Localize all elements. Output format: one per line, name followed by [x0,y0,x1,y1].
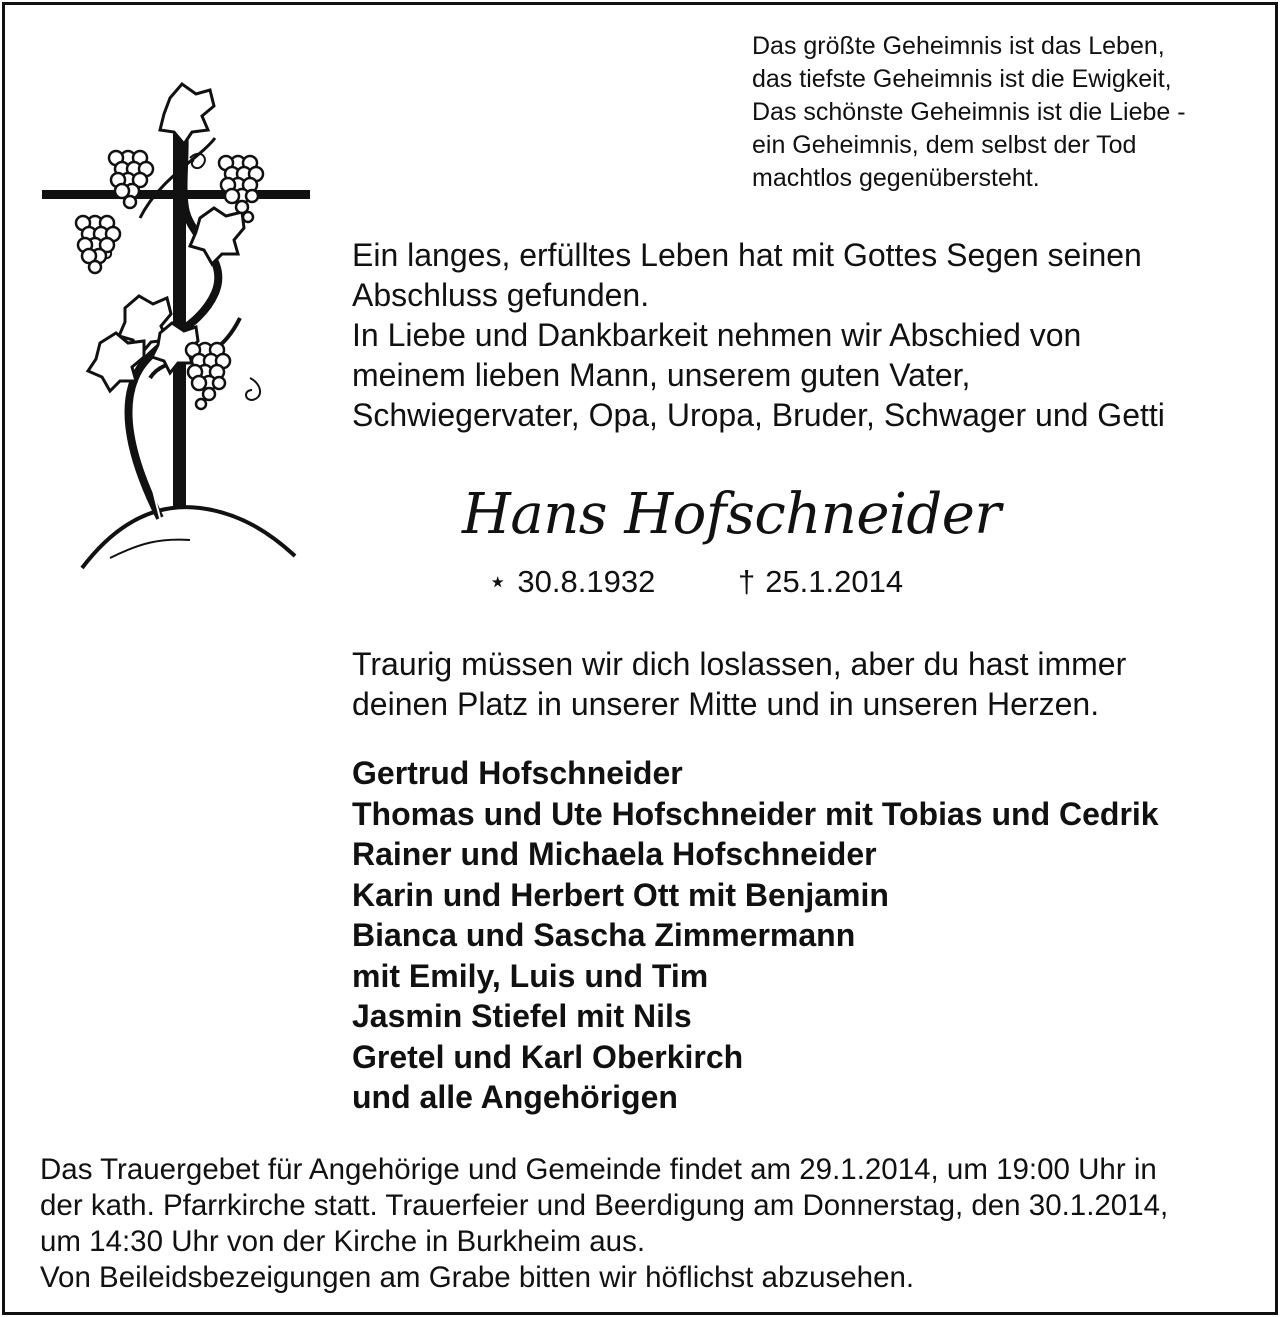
mourner-line: und alle Angehörigen [352,1079,678,1115]
mourner-line: Rainer und Michaela Hofschneider [352,836,877,872]
intro-line: Schwiegervater, Opa, Uropa, Bruder, Schwager und Getti [352,397,1165,433]
intro-line: meinem lieben Mann, unserem guten Vater, [352,357,971,393]
notice-line: Das Trauergebet für Angehörige und Gemeinde findet am 29.1.2014, um 19:00 Uhr in [40,1153,1157,1186]
star-icon: ⋆ [488,564,508,599]
poem [752,30,1262,195]
service-notice [40,1152,1260,1296]
intro-line: In Liebe und Dankbarkeit nehmen wir Abschied von [352,317,1082,353]
intro-line: Ein langes, erfülltes Leben hat mit Gottes Segen seinen [352,237,1142,273]
poem-line: Das schönste Geheimnis ist die Liebe - [752,98,1186,126]
mourner-line: mit Emily, Luis und Tim [352,957,709,994]
notice-line: um 14:30 Uhr von der Kirche in Burkheim aus. [40,1225,646,1258]
poem-line: ein Geheimnis, dem selbst der Tod [752,131,1137,159]
death-date: 25.1.2014 [765,564,904,599]
mourner-line: Karin und Herbert Ott mit Benjamin [352,876,889,913]
intro-line: Abschluss gefunden. [352,277,650,313]
deceased-name: Hans Hofschneider [462,482,1001,547]
farewell-text [352,644,1262,724]
mourner-line: Gretel und Karl Oberkirch [352,1038,744,1075]
mourner-line: Gertrud Hofschneider [352,755,683,791]
notice-line: Von Beileidsbezeigungen am Grabe bitten wir höflichst abzusehen. [40,1261,915,1294]
poem-line: machtlos gegenübersteht. [752,164,1040,192]
cross-with-grapevine-icon [40,78,315,578]
mourner-line: Bianca und Sascha Zimmermann [352,917,856,953]
mourners-list [352,753,1262,1118]
life-dates [488,562,1188,602]
intro-text [352,235,1262,435]
poem-line: das tiefste Geheimnis ist die Ewigkeit, [752,65,1172,93]
farewell-line: Traurig müssen wir dich loslassen, aber du hast immer [352,646,1127,682]
dagger-cross-icon: † [737,564,756,599]
mourner-line: Jasmin Stiefel mit Nils [352,998,692,1034]
farewell-line: deinen Platz in unserer Mitte und in unseren Herzen. [352,686,1100,722]
mourner-line: Thomas und Ute Hofschneider mit Tobias und Cedrik [352,795,1159,832]
poem-line: Das größte Geheimnis ist das Leben, [752,32,1165,60]
birth-date-group [488,562,655,602]
notice-line: der kath. Pfarrkirche statt. Trauerfeier und Beerdigung am Donnerstag, den 30.1.2014, [40,1189,1169,1222]
birth-date: 30.8.1932 [517,564,656,599]
death-date-group [738,562,903,602]
